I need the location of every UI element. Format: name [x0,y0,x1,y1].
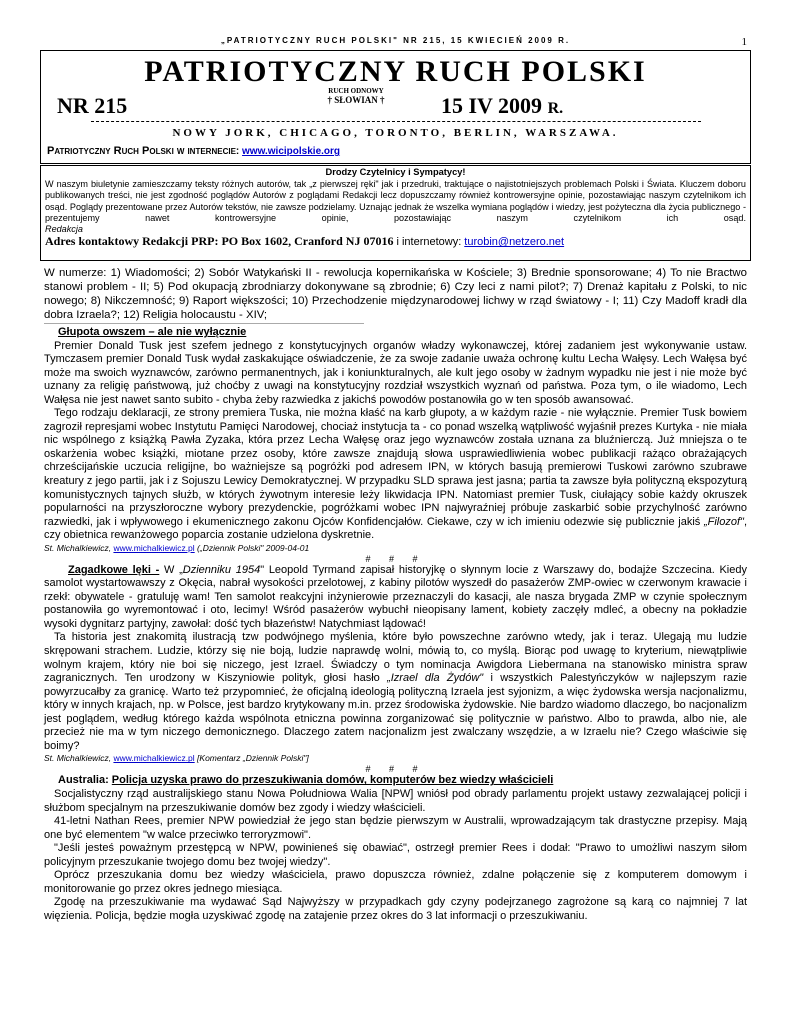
masthead-cities: NOWY JORK, CHICAGO, TORONTO, BERLIN, WARSZAWA. [172,127,619,139]
tyrmand-source-rest: [Komentarz „Dziennik Polski"] [194,753,309,764]
article-tusk-paragraph-1: Premier Donald Tusk jest szefem jednego z konstytucyjnych organów władzy wykonawczej, której zadaniem jest wykonywanie ustaw. Tymczasem premier Donald Tusk wydał zaskakujące oświadczenie, że za swoje zadanie uważa ochronę kultu Lecha Wałęsy. Lech Wałęsa być może ma swoich wyznawców, zarówno permanentnych, jak i koniunkturalnych, ale kult jego osoby w żadnym wypadku nie jest i nie może być uznany za religię państwową, już choćby z uwagi na konstytucyjny rozdział wszystkich wyznań od państwa. Poza tym, o ile wiadomo, Lech Wałęsa nie jest nawet santo subito - chyba żeby razwiedka z jakichś powodów postanowiła go w ten sposób awansować. [44,339,747,406]
notice-body: W naszym biuletynie zamieszczamy teksty różnych autorów, tak „z pierwszej ręki" jak i przedruki, traktujące o najistotniejszych problemach Polski i Świata. Kluczem doboru publikowanych treści, nie jest zgodność poglądów Autorów z poglądami Redakcji lecz dopuszczamy również kontrowersyjne opinie, pozostawiając naszym czytelnikom ich osąd. Poglądy prezentowane przez Autorów tekstów, nie zawsze podzielamy. Uznając jednak że wszelka wymiana poglądów i wiedzy, jest pożyteczna dla życia publicznego - prezentujemy nawet kontrowersyjne opinie, pozostawiając naszym czytelnikom ich osąd. [45,179,746,223]
australia-prefix: Australia: [58,774,112,787]
web-label: Patriotyczny Ruch Polski w internecie [47,145,236,157]
article-australia-paragraph-2: 41-letni Nathan Rees, premier NPW powiedział że jego stan będzie pierwszym w Australii, wprowadzającym tak drastyczne przepisy. Mają one być elementem "w walce przeciwko terroryzmowi". [44,815,747,841]
masthead-web-line: Patriotyczny Ruch Polski w internecie: www.wicipolskie.org [47,145,341,157]
tusk-p2-italic: „Filozof" [703,515,744,528]
article-tyrmand-heading: Zagadkowe lęki - [68,563,160,576]
tyrmand-p1-b: " Leopold Tyrmand zapisał historyjkę o słynnym locie z Warszawy do, bodajże Szczecina. Kiedy samolot wystartowawszy z Okęcia, nabrał wysokości przelotowej, z kabiny pilotów wyszedł do pasażerów ZMP-owiec w czerwonym krawacie i rzekł: obywatele - gratuluję wam! Ten samolot reakcyjni inżynierowie przeznaczyli do kasacji, ale nasza brygada ZMP w czynie społecznym postanowiła go wyremontować i oto, lecimy! Wśród pasażerów wybuchł nieopisany lament, kobiety zaczęły mdleć, a obecny na pokładzie wysoki dygnitarz partyjny, zawołał: dość tych błazeństw! Natychmiast lądować! [44,563,747,630]
contact-email-link[interactable]: turobin@netzero.net [464,236,565,249]
notice-signature: Redakcja [45,224,83,235]
table-of-contents: W numerze: 1) Wiadomości; 2) Sobór Watykański II - rewolucja kopernikańska w Kościele; 3) Brednie sponsorowane; 4) To nie Bractwo stanowi problem - II; 5) Pod okupacją zbrodniarzy dokonywane są zbrodnie; 6) Czy leci z nami pilot?; 7) Drenaż kapitału z Polski, to nic nowego; 8) Nikczemność; 9) Raport większości; 10) Przechodzenie międzynarodowej lichwy w rząd światowy - I; 11) Czy Madoff kradł dla dobra Izraela?; 12) Religia holocaustu - XIV; [44,267,747,321]
tyrmand-p2-b: i wszystkich Palestyńczyków w najlepszym razie powyrzucałby za granicę. Warto też przypomnieć, że oficjalną ideologią polityczną Izraela jest syjonizm, a więc żydowska wersja nacjonalizmu, który w innych krajach, np. w Polsce, jest bardzo krytykowany m.in. przez środowiska żydowskie. Nie bardzo wiadomo dlaczego, bo nacjonalizm jest poglądem, według którego każda wspólnota etniczna powinna zorganizować się politycznie w państwo. Albo to prawda, albo nie, ale przecież nie ma w tym niczego demonicznego. Dlaczego zatem nacjonalizm jest zwalczany wszędzie, a w Izraelu nie? Czego właściwie się boimy? [44,672,748,752]
notice-title: Drodzy Czytelnicy i Sympatycy! [325,167,466,177]
article-tusk-heading [58,326,747,340]
contact-label: Adres kontaktowy Redakcji PRP [45,234,215,249]
article-tyrmand-paragraph-2 [44,631,747,753]
article-tyrmand-source [44,753,747,764]
masthead-divider [91,121,701,122]
article-australia-paragraph-4: Oprócz przeszukania domu bez wiedzy właściciela, prawo dopuszcza również, zdalne połączenie się z komputerem domowym i monitorowanie go przez okres jednego miesiąca. [44,869,747,895]
article-tusk-source [44,543,747,554]
tyrmand-p1-a: W „ [159,563,183,576]
tyrmand-p2-italic: „Izrael dla Żydów" [387,672,484,685]
tusk-source-author: St. Michalkiewicz, [44,542,114,553]
article-australia-paragraph-3: "Jeśli jesteś poważnym przestępcą w NPW, powinieneś się obawiać", ostrzegł premier Rees i dodał: "Prawo to umożliwi naszym siłom policyjnym przeszukanie twojego domu bez twojej wiedzy". [44,842,747,868]
masthead-title: PATRIOTYCZNY RUCH POLSKI [144,55,647,88]
main-content [44,266,747,923]
article-tyrmand-paragraph-1 [44,564,747,632]
running-header: „PATRIOTYCZNY RUCH POLSKI" NR 215, 15 KWIECIEŃ 2009 R. [220,36,571,45]
article-tusk-title: Głupota owszem – ale nie wyłącznie [58,326,247,338]
australia-title: Policja uzyska prawo do przeszukiwania domów, komputerów bez wiedzy właścicieli [111,774,554,787]
separator-1: # # # [365,553,426,564]
logo-line-2: † SŁOWIAN † [327,95,385,105]
tusk-source-rest: („Dziennik Polski" 2009-04-01 [194,542,310,553]
tyrmand-p2-a: Ta historia jest znakomitą ilustracją tzw podwójnego myślenia, które było powszechne zarówno wtedy, jak i teraz. Ulegają mu ludzie skrępowani strachem. Ludzie, którzy się nie boją, ludzie naprawdę wolni, mówią to, co myślą. Biorąc pod uwagę to kryterium, niewątpliwie wolnym krajem, który nie boi się niczego, jest Izrael. Świadczy o tym nominacja Awigdora Liebermana na stanowisko ministra spraw zagranicznych. Ten urodzony w Kiszyniowie polityk, głosi hasło [44,631,747,685]
article-australia-heading [58,774,747,788]
tyrmand-p1-italic: Dzienniku 1954 [182,563,261,576]
masthead [40,50,751,164]
article-australia-paragraph-1: Socjalistyczny rząd australijskiego stanu Nowa Południowa Walia [NPW] wniósł pod obrady parlamentu projekt ustawy zezwalającej policji i służbom specjalnym na przeszukiwanie domów bez zgody i wiedzy właścicieli. [44,787,747,814]
toc-rule [44,323,364,324]
tusk-p2-end: , czy obietnica rewanżowego poparcia zostanie udzielona dyskretnie. [44,515,747,542]
notice-box [40,165,751,261]
tyrmand-source-author: St. Michalkiewicz, [44,753,114,764]
contact-mid: i internetowy: [396,236,462,249]
website-link[interactable]: www.wicipolskie.org [242,146,341,157]
contact-address: PO Box 1602, Cranford NJ 07016 [221,234,394,249]
contact-line: Adres kontaktowy Redakcji PRP: PO Box 1602, Cranford NJ 07016 i internetowy: turobin@netzero.net [45,234,565,249]
tyrmand-source-link[interactable]: www.michalkiewicz.pl [113,753,195,764]
article-tusk-paragraph-2 [44,407,747,542]
ruch-odnowy-logo [311,87,401,105]
page-number: 1 [741,36,747,48]
issue-date-suffix: R. [547,100,564,117]
issue-date [441,93,563,119]
logo-line-1: RUCH ODNOWY [328,87,384,95]
tusk-p2-start: Tego rodzaju deklaracji, ze strony premiera Tuska, nie można kłaść na karb głupoty, a w każdym razie - nie wyłącznie. Premier Tusk bowiem zagroził represjami wobec Instytutu Pamięci Narodowej, chociaż instytucja ta - co ponad wszelką wątpliwość wyjaśnił prezes Kurtyka - nie miała nic wspólnego z książką Pawła Zyzaka, która przez Lecha Wałęsę oraz jego wyznawców została uznana za bluźnierczą. Już mniejsza o te oskarżenia wobec książki, miotane przez osoby, które zawsze znajdują słowa usprawiedliwienia wobec publikacji rażąco obrażających chrześcijańskie uczucia religijne, bo ważniejsze są pogróżki pod adresem IPN, w których basują premierowi Tuskowi zarówno szubrawe kreatury z jego partii, jak i z Sojuszu Lewicy Demokratycznej. W przypadku SLD sprawa jest jasna; partia ta zawsze była polityczną ekspozyturą komunistycznych tajnych służb, w których żywotnym interesie leży likwidacja IPN. Natomiast premier Tusk, ciułający sobie każdy okruszek popularności na przyszłoroczne wybory prezydenckie, pogróżkami wobec IPN najwyraźniej próbuje zaskarbić sobie przychylność zarówno razwiedki, jak i wpływowego i ekumenicznego zakonu Ojców Konfidencjałów. Ciekawe, czy w ich imieniu odezwie się publicznie jakiś [44,407,747,528]
tusk-source-link[interactable]: www.michalkiewicz.pl [113,542,195,553]
separator-2: # # # [365,764,426,775]
article-australia-paragraph-5: Zgodę na przeszukiwanie ma wydawać Sąd Najwyższy w przypadkach gdy czyny podejrzanego zagrożone są karą co najmniej 7 lat więzienia. Policja, będzie mogła uzyskiwać zgodę na zatajenie przez okres do 3 lat informacji o przeszukiwaniu. [44,896,747,922]
issue-date-value: 15 IV 2009 [441,93,543,118]
issue-number: NR 215 [57,93,128,118]
